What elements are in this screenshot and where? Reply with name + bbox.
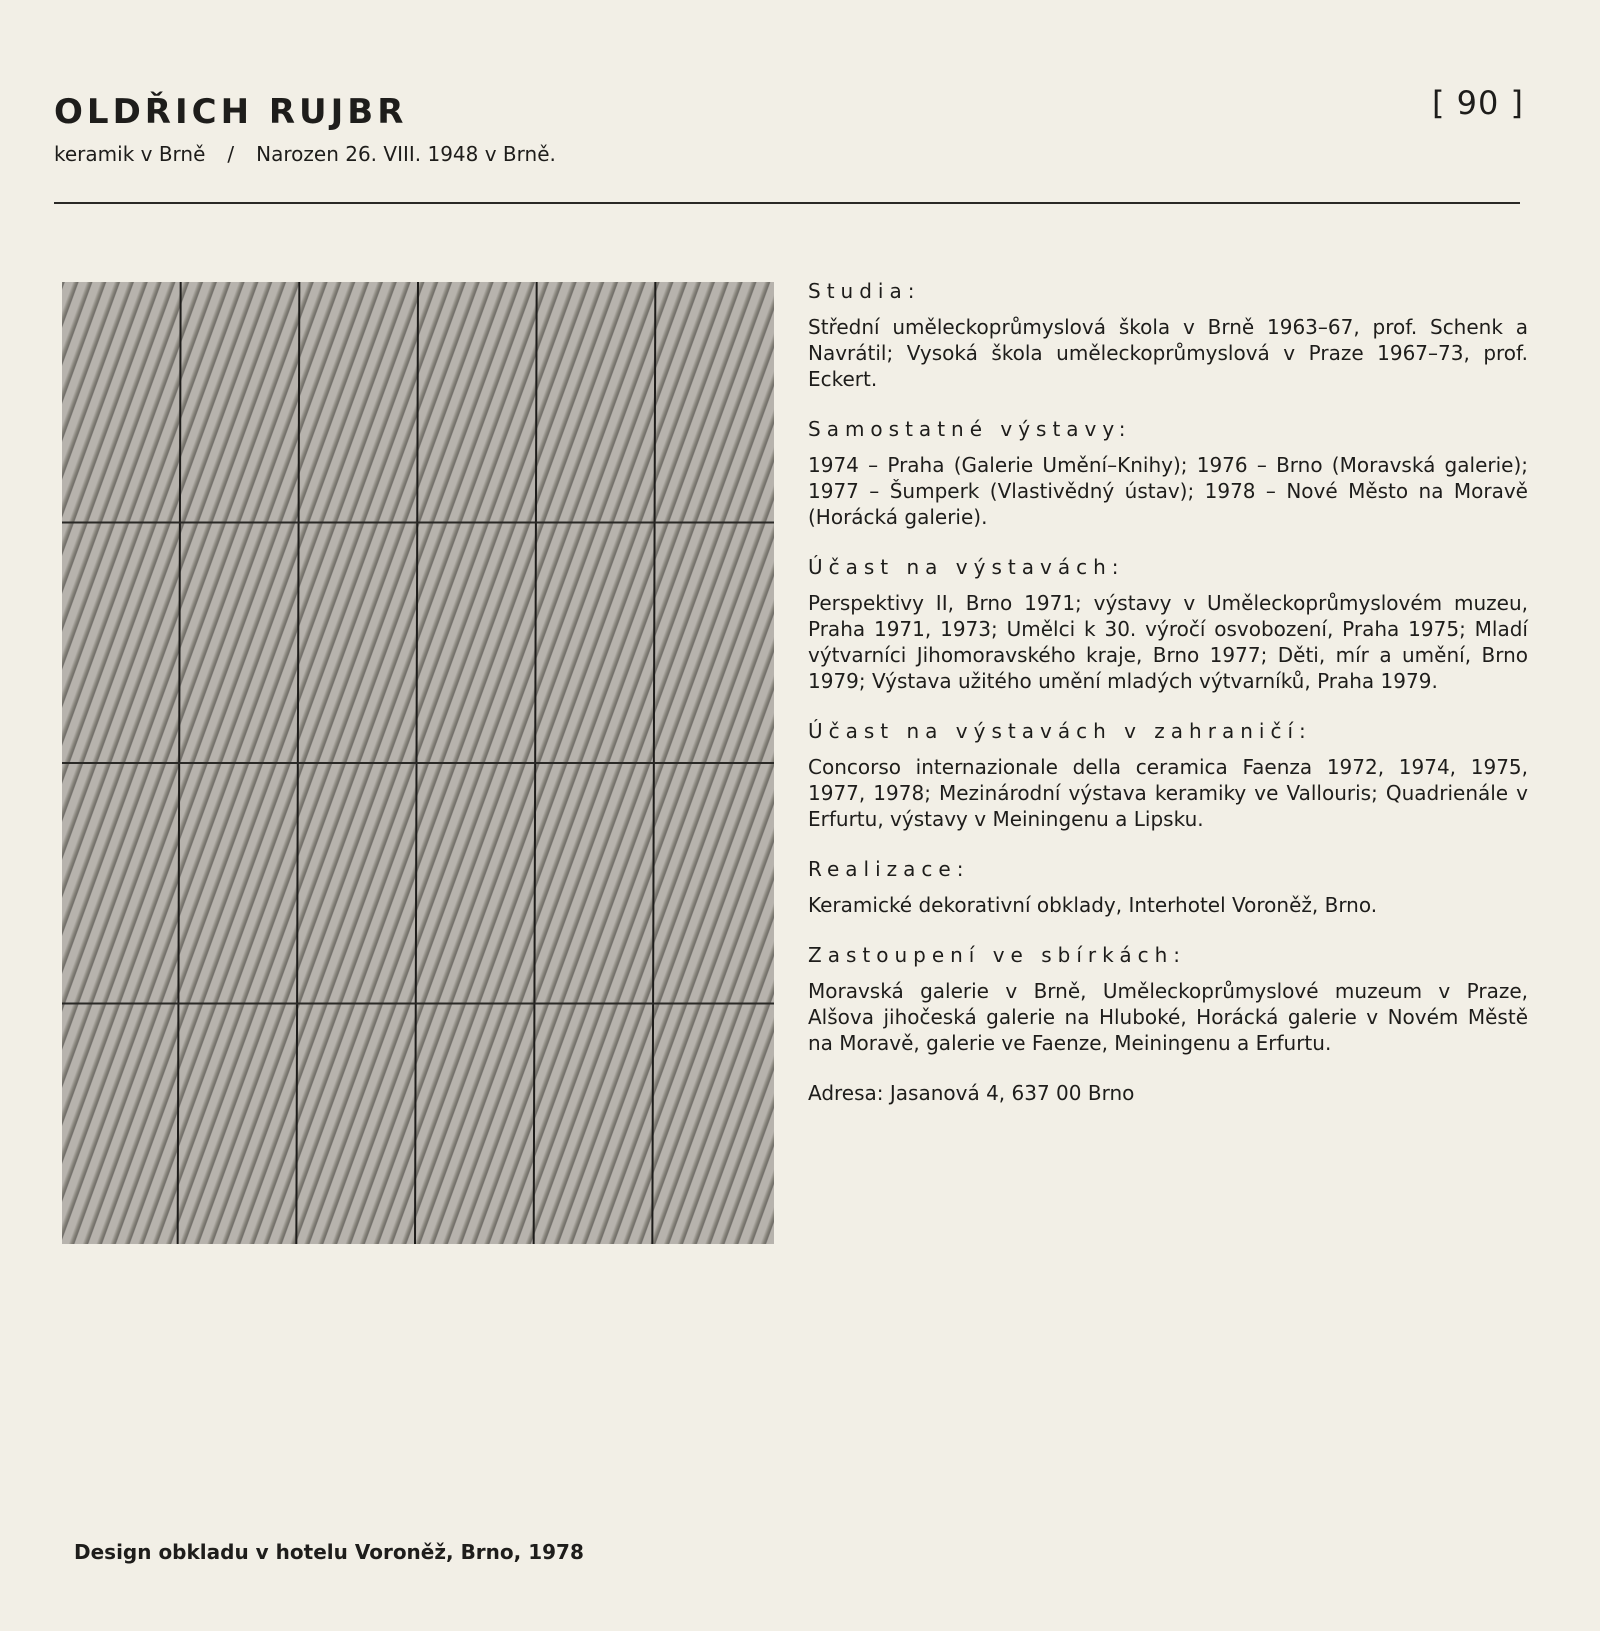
- tile-wall-photo: [62, 282, 774, 1244]
- profession: keramik v Brně: [54, 142, 206, 166]
- section-heading: Účast na výstavách v zahraničí:: [808, 719, 1312, 743]
- section-body: Moravská galerie v Brně, Uměleckoprůmyslové muzeum v Praze, Alšova jihočeská galerie na Hluboké, Horácká galerie v Novém Městě na Moravě, galerie ve Faenze, Meiningenu a Erfurtu.: [808, 979, 1528, 1055]
- section-heading: Realizace:: [808, 857, 970, 881]
- address: [808, 1080, 1528, 1106]
- address-value: Jasanová 4, 637 00 Brno: [889, 1081, 1135, 1105]
- section-studia: [808, 278, 1528, 392]
- address-label: Adresa:: [808, 1081, 884, 1105]
- section-body: Perspektivy II, Brno 1971; výstavy v Uměleckoprůmyslovém muzeu, Praha 1971, 1973; Umělci k 30. výročí osvobození, Praha 1975; Mladí výtvarníci Jihomoravského kraje, Brno 1977; Děti, mír a umění, Brno 1979; Výstava užitého umění mladých výtvarníků, Praha 1979.: [808, 591, 1528, 693]
- section-body: Keramické dekorativní obklady, Interhotel Voroněž, Brno.: [808, 893, 1378, 917]
- section-foreign-exhibitions: [808, 718, 1528, 832]
- section-collections: [808, 942, 1528, 1056]
- section-heading: Účast na výstavách:: [808, 555, 1125, 579]
- artist-name: OLDŘICH RUJBR: [54, 92, 408, 132]
- subtitle-separator: /: [227, 142, 235, 166]
- section-body: 1974 – Praha (Galerie Umění–Knihy); 1976 – Brno (Moravská galerie); 1977 – Šumperk (Vlastivědný ústav); 1978 – Nové Město na Moravě (Horácká galerie).: [808, 453, 1528, 529]
- artist-subtitle: [54, 142, 556, 166]
- section-solo-exhibitions: [808, 416, 1528, 530]
- section-realizations: [808, 856, 1528, 918]
- header-divider: [54, 202, 1520, 204]
- photo-caption: Design obkladu v hotelu Voroněž, Brno, 1978: [74, 1540, 584, 1564]
- section-body: Concorso internazionale della ceramica Faenza 1972, 1974, 1975, 1977, 1978; Mezinárodní výstava keramiky ve Vallouris; Quadrienále v Erfurtu, výstavy v Meiningenu a Lipsku.: [808, 755, 1528, 831]
- section-body: Střední uměleckoprůmyslová škola v Brně 1963–67, prof. Schenk a Navrátil; Vysoká škola uměleckoprůmyslová v Praze 1967–73, prof. Eckert.: [808, 315, 1528, 391]
- birth-info: Narozen 26. VIII. 1948 v Brně.: [256, 142, 556, 166]
- page-number: [ 90 ]: [1432, 84, 1525, 122]
- section-heading: Samostatné výstavy:: [808, 417, 1132, 441]
- section-group-exhibitions: [808, 554, 1528, 694]
- section-heading: Zastoupení ve sbírkách:: [808, 943, 1187, 967]
- bio-content: [808, 278, 1528, 1126]
- section-heading: Studia:: [808, 279, 921, 303]
- tile-grid-lines: [62, 282, 774, 1244]
